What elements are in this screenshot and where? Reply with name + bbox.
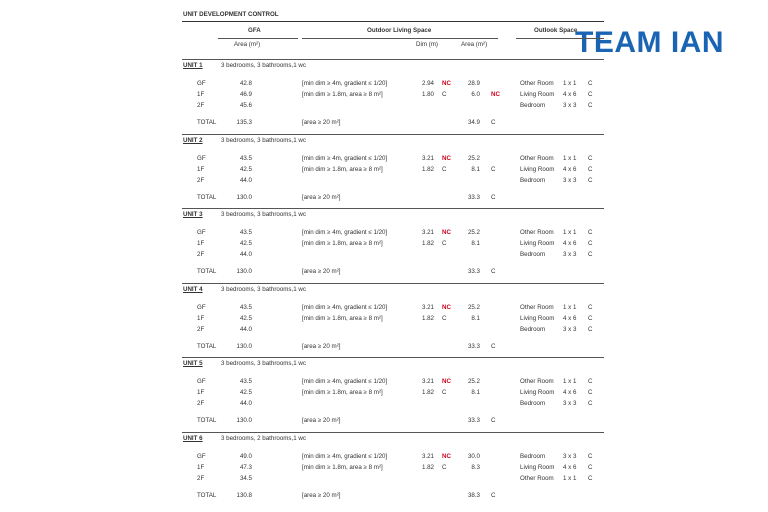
floor-dim-flag: C: [442, 389, 447, 396]
outlook-size: 3 x 3: [563, 251, 577, 258]
title-rule: [182, 21, 604, 22]
floor-rule: [min dim ≥ 1.8m, area ≥ 8 m²]: [302, 91, 383, 98]
floor-gfa: 43.5: [239, 303, 252, 311]
outlook-size: 3 x 3: [563, 325, 577, 333]
floor-dim: 3.21: [421, 378, 434, 385]
floor-area: 30.0: [467, 452, 480, 460]
floor-area: 25.2: [467, 229, 480, 236]
outlook-size: 1 x 1: [563, 303, 577, 311]
outlook-size: 3 x 3: [563, 400, 577, 407]
total-label: TOTAL: [197, 193, 217, 201]
header-gfa-area: Area (m²): [234, 41, 261, 48]
outlook-room: Other Room: [520, 378, 554, 385]
outlook-room: Living Room: [520, 314, 555, 322]
floor-label: 1F: [197, 314, 205, 322]
floor-label: GF: [197, 452, 206, 460]
unit-block-2: [178, 134, 604, 206]
floor-dim: 3.21: [421, 229, 434, 236]
floor-area: 8.3: [471, 463, 480, 471]
outlook-status: C: [588, 154, 593, 162]
outlook-status: C: [588, 378, 593, 385]
unit-block-1: [178, 59, 604, 131]
outlook-size: 4 x 6: [563, 389, 577, 396]
total-area: 38.3: [467, 491, 480, 499]
floor-dim: 1.82: [421, 314, 434, 322]
floor-label: GF: [197, 303, 206, 311]
outlook-room: Other Room: [520, 303, 554, 311]
unit-separator: [182, 283, 604, 284]
unit-name: UNIT 2: [183, 136, 203, 144]
floor-label: GF: [197, 80, 206, 87]
floor-area-flag: NC: [491, 91, 500, 98]
floor-gfa: 43.5: [239, 378, 252, 385]
unit-name: UNIT 6: [183, 434, 203, 442]
outlook-status: C: [588, 400, 593, 407]
floor-label: 2F: [197, 176, 205, 184]
outlook-room: Other Room: [520, 474, 554, 482]
outlook-room: Bedroom: [520, 452, 546, 460]
floor-dim: 3.21: [421, 154, 434, 162]
floor-rule: [min dim ≥ 4m, gradient ≤ 1/20]: [302, 452, 388, 460]
unit-name: UNIT 3: [183, 211, 203, 218]
total-flag: C: [491, 417, 496, 424]
floor-dim-flag: C: [442, 463, 447, 471]
total-flag: C: [491, 268, 496, 275]
unit-description: 3 bedrooms, 3 bathrooms,1 wc: [221, 62, 306, 69]
header-outdoor-living-space: Outdoor Living Space: [367, 27, 432, 34]
total-area: 34.9: [467, 119, 480, 126]
floor-label: 2F: [197, 102, 205, 109]
outlook-size: 3 x 3: [563, 176, 577, 184]
unit-separator: [182, 134, 604, 135]
outlook-size: 3 x 3: [563, 102, 577, 109]
outlook-room: Other Room: [520, 154, 554, 162]
floor-rule: [min dim ≥ 1.8m, area ≥ 8 m²]: [302, 389, 383, 396]
floor-label: 1F: [197, 389, 205, 396]
total-label: TOTAL: [197, 491, 217, 499]
total-label: TOTAL: [197, 268, 217, 275]
outlook-room: Living Room: [520, 91, 555, 98]
outlook-status: C: [588, 80, 593, 87]
header-gfa: GFA: [248, 27, 261, 34]
outlook-status: C: [588, 102, 593, 109]
floor-label: 2F: [197, 400, 205, 407]
floor-dim: 3.21: [421, 452, 434, 460]
total-label: TOTAL: [197, 119, 217, 126]
outlook-status: C: [588, 303, 593, 311]
unit-description: 3 bedrooms, 3 bathrooms,1 wc: [221, 211, 306, 218]
floor-rule: [min dim ≥ 1.8m, area ≥ 8 m²]: [302, 165, 383, 173]
outlook-status: C: [588, 389, 593, 396]
total-label: TOTAL: [197, 417, 217, 424]
outlook-size: 1 x 1: [563, 154, 577, 162]
floor-area: 8.1: [471, 314, 480, 322]
floor-gfa: 46.9: [239, 91, 252, 98]
floor-dim: 1.82: [421, 240, 434, 247]
outlook-status: C: [588, 474, 593, 482]
floor-label: 1F: [197, 240, 205, 247]
outlook-size: 4 x 6: [563, 240, 577, 247]
header-outlook-space: Outlook Space: [534, 27, 578, 34]
outlook-room: Other Room: [520, 229, 554, 236]
outlook-status: C: [588, 251, 593, 258]
outlook-status: C: [588, 240, 593, 247]
floor-label: 2F: [197, 251, 205, 258]
outlook-size: 4 x 6: [563, 314, 577, 322]
floor-dim: 3.21: [421, 303, 434, 311]
unit-description: 3 bedrooms, 3 bathrooms,1 wc: [221, 136, 306, 144]
total-area: 33.3: [467, 342, 480, 350]
floor-area: 8.1: [471, 165, 480, 173]
floor-area: 28.9: [467, 80, 480, 87]
outlook-status: C: [588, 229, 593, 236]
outlook-room: Living Room: [520, 389, 555, 396]
floor-gfa: 44.0: [239, 251, 252, 258]
outlook-size: 1 x 1: [563, 80, 577, 87]
outlook-status: C: [588, 452, 593, 460]
unit-block-6: [178, 432, 604, 504]
floor-gfa: 42.5: [239, 165, 252, 173]
unit-description: 3 bedrooms, 2 bathrooms,1 wc: [221, 434, 306, 442]
floor-dim-flag: NC: [442, 378, 451, 385]
floor-label: GF: [197, 154, 206, 162]
floor-dim-flag: C: [442, 240, 447, 247]
outlook-status: C: [588, 165, 593, 173]
floor-label: GF: [197, 378, 206, 385]
floor-dim-flag: NC: [442, 80, 451, 87]
total-rule: [area ≥ 20 m²]: [302, 193, 341, 201]
outlook-header-rule: [516, 38, 604, 39]
page-title: UNIT DEVELOPMENT CONTROL: [183, 11, 279, 18]
total-area: 33.3: [467, 417, 480, 424]
floor-gfa: 44.0: [239, 176, 252, 184]
outlook-status: C: [588, 314, 593, 322]
total-gfa: 130.0: [236, 417, 252, 424]
outdoor-header-rule: [302, 38, 498, 39]
floor-dim-flag: NC: [442, 154, 451, 162]
floor-dim-flag: C: [442, 91, 447, 98]
floor-dim-flag: NC: [442, 229, 451, 236]
floor-gfa: 42.5: [239, 314, 252, 322]
outlook-size: 1 x 1: [563, 229, 577, 236]
unit-description: 3 bedrooms, 3 bathrooms,1 wc: [221, 360, 306, 367]
unit-block-4: [178, 283, 604, 355]
unit-development-control-sheet: [178, 0, 604, 512]
floor-label: 2F: [197, 474, 205, 482]
outlook-room: Bedroom: [520, 251, 546, 258]
floor-rule: [min dim ≥ 4m, gradient ≤ 1/20]: [302, 229, 388, 236]
floor-gfa: 49.0: [239, 452, 252, 460]
total-area: 33.3: [467, 268, 480, 275]
floor-rule: [min dim ≥ 4m, gradient ≤ 1/20]: [302, 303, 388, 311]
unit-name: UNIT 5: [183, 360, 203, 367]
floor-gfa: 44.0: [239, 400, 252, 407]
floor-area-flag: C: [491, 165, 496, 173]
floor-rule: [min dim ≥ 4m, gradient ≤ 1/20]: [302, 154, 388, 162]
floor-label: 1F: [197, 91, 205, 98]
floor-area: 8.1: [471, 240, 480, 247]
total-gfa: 135.3: [236, 119, 252, 126]
outlook-room: Bedroom: [520, 102, 546, 109]
outlook-status: C: [588, 91, 593, 98]
outlook-size: 4 x 6: [563, 91, 577, 98]
unit-separator: [182, 357, 604, 358]
outlook-room: Living Room: [520, 463, 555, 471]
floor-label: 2F: [197, 325, 205, 333]
floor-gfa: 43.5: [239, 229, 252, 236]
outlook-size: 1 x 1: [563, 474, 577, 482]
total-area: 33.3: [467, 193, 480, 201]
header-area: Area (m²): [461, 41, 488, 48]
floor-dim-flag: NC: [442, 452, 451, 460]
floor-rule: [min dim ≥ 1.8m, area ≥ 8 m²]: [302, 463, 383, 471]
total-rule: [area ≥ 20 m²]: [302, 491, 341, 499]
total-flag: C: [491, 119, 496, 126]
outlook-size: 1 x 1: [563, 378, 577, 385]
gfa-header-rule: [218, 38, 298, 39]
team-ian-logo: TEAM IAN: [575, 26, 724, 59]
floor-label: GF: [197, 229, 206, 236]
unit-name: UNIT 4: [183, 285, 203, 293]
floor-rule: [min dim ≥ 1.8m, area ≥ 8 m²]: [302, 240, 383, 247]
total-flag: C: [491, 342, 496, 350]
floor-dim: 1.82: [421, 165, 434, 173]
total-flag: C: [491, 491, 496, 499]
floor-area: 8.1: [471, 389, 480, 396]
total-rule: [area ≥ 20 m²]: [302, 268, 341, 275]
floor-label: 1F: [197, 463, 205, 471]
outlook-room: Living Room: [520, 240, 555, 247]
floor-area: 25.2: [467, 154, 480, 162]
floor-dim-flag: C: [442, 314, 447, 322]
unit-block-3: [178, 208, 604, 280]
outlook-room: Other Room: [520, 80, 554, 87]
unit-description: 3 bedrooms, 3 bathrooms,1 wc: [221, 285, 306, 293]
total-gfa: 130.0: [236, 193, 252, 201]
unit-separator: [182, 432, 604, 433]
header-dim: Dim (m): [416, 41, 438, 48]
unit-separator: [182, 59, 604, 60]
total-gfa: 130.8: [236, 491, 252, 499]
total-gfa: 130.0: [236, 342, 252, 350]
floor-dim-flag: NC: [442, 303, 451, 311]
total-rule: [area ≥ 20 m²]: [302, 417, 341, 424]
floor-rule: [min dim ≥ 4m, gradient ≤ 1/20]: [302, 378, 388, 385]
outlook-status: C: [588, 463, 593, 471]
outlook-room: Bedroom: [520, 325, 546, 333]
outlook-room: Living Room: [520, 165, 555, 173]
total-rule: [area ≥ 20 m²]: [302, 119, 341, 126]
floor-gfa: 45.6: [239, 102, 252, 109]
floor-rule: [min dim ≥ 4m, gradient ≤ 1/20]: [302, 80, 388, 87]
floor-gfa: 42.5: [239, 389, 252, 396]
floor-gfa: 43.5: [239, 154, 252, 162]
floor-dim: 1.82: [421, 463, 434, 471]
total-label: TOTAL: [197, 342, 217, 350]
floor-gfa: 34.5: [239, 474, 252, 482]
floor-dim-flag: C: [442, 165, 447, 173]
floor-gfa: 47.3: [239, 463, 252, 471]
unit-block-5: [178, 357, 604, 429]
outlook-size: 3 x 3: [563, 452, 577, 460]
floor-gfa: 42.5: [239, 240, 252, 247]
total-gfa: 130.0: [236, 268, 252, 275]
floor-gfa: 44.0: [239, 325, 252, 333]
floor-rule: [min dim ≥ 1.8m, area ≥ 8 m²]: [302, 314, 383, 322]
floor-dim: 1.82: [421, 389, 434, 396]
floor-dim: 2.94: [421, 80, 434, 87]
outlook-size: 4 x 6: [563, 463, 577, 471]
floor-area: 25.2: [467, 378, 480, 385]
outlook-room: Bedroom: [520, 400, 546, 407]
unit-separator: [182, 208, 604, 209]
total-rule: [area ≥ 20 m²]: [302, 342, 341, 350]
outlook-status: C: [588, 325, 593, 333]
total-flag: C: [491, 193, 496, 201]
outlook-room: Bedroom: [520, 176, 546, 184]
outlook-status: C: [588, 176, 593, 184]
outlook-size: 4 x 6: [563, 165, 577, 173]
floor-gfa: 42.8: [239, 80, 252, 87]
floor-area: 6.0: [471, 91, 480, 98]
floor-dim: 1.80: [421, 91, 434, 98]
unit-name: UNIT 1: [183, 62, 203, 69]
floor-area: 25.2: [467, 303, 480, 311]
floor-label: 1F: [197, 165, 205, 173]
